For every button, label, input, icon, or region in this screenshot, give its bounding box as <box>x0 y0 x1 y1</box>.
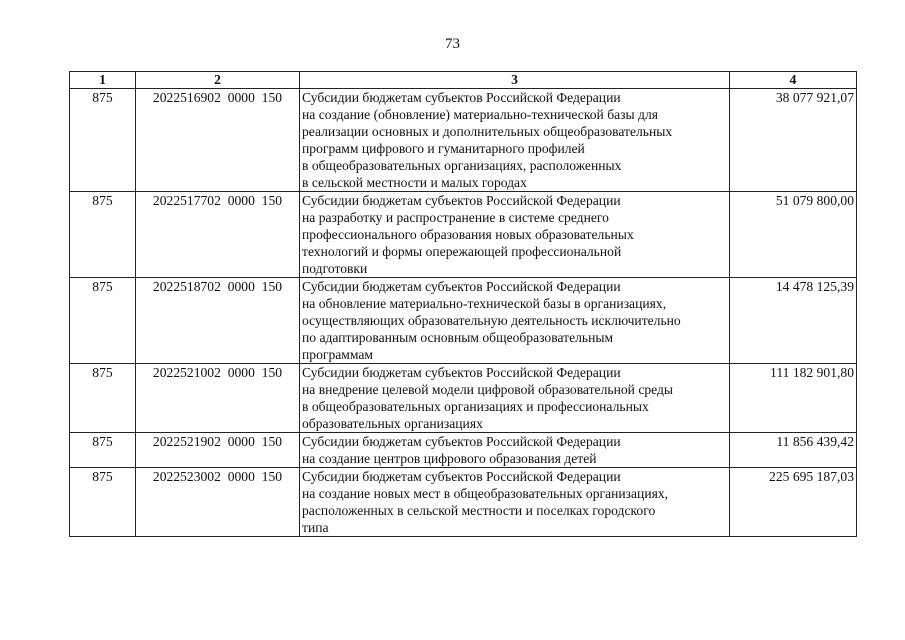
budget-code-cell: 2022516902 0000 150 <box>136 89 300 192</box>
table-header <box>70 72 857 89</box>
revenue-name-line: Субсидии бюджетам субъектов Российской Федерации <box>302 469 621 484</box>
revenue-name-cell <box>300 433 730 468</box>
revenue-name-cell <box>300 278 730 364</box>
table-row <box>70 192 857 278</box>
revenue-name-line: технологий и формы опережающей профессиональной <box>302 244 622 259</box>
revenue-name-line: в общеобразовательных организациях, расположенных <box>302 158 622 173</box>
revenue-name-line: в общеобразовательных организациях и профессиональных <box>302 399 649 414</box>
amount-cell: 11 856 439,42 <box>730 433 857 468</box>
amount-cell: 225 695 187,03 <box>730 468 857 537</box>
column-header-3: 3 <box>300 72 730 89</box>
header-row <box>70 72 857 89</box>
revenue-name-line: на создание новых мест в общеобразовательных организациях, <box>302 486 669 501</box>
revenue-name-cell <box>300 364 730 433</box>
revenue-name-line: программам <box>302 347 374 362</box>
revenue-name-line: Субсидии бюджетам субъектов Российской Федерации <box>302 434 621 449</box>
budget-code-cell: 2022521002 0000 150 <box>136 364 300 433</box>
page-number: 73 <box>445 36 460 52</box>
chapter-code-cell: 875 <box>70 278 136 364</box>
revenue-name-line: на создание центров цифрового образования детей <box>302 451 597 466</box>
amount-cell: 111 182 901,80 <box>730 364 857 433</box>
chapter-code-cell: 875 <box>70 468 136 537</box>
revenue-name-line: типа <box>302 520 329 535</box>
revenue-name-line: реализации основных и дополнительных общеобразовательных <box>302 124 673 139</box>
revenue-name-line: на внедрение целевой модели цифровой образовательной среды <box>302 382 674 397</box>
amount-cell: 14 478 125,39 <box>730 278 857 364</box>
amount-cell: 51 079 800,00 <box>730 192 857 278</box>
revenue-name-line: осуществляющих образовательную деятельность исключительно <box>302 313 681 328</box>
table-row <box>70 89 857 192</box>
revenue-name-line: на обновление материально-технической базы в организациях, <box>302 296 667 311</box>
amount-cell: 38 077 921,07 <box>730 89 857 192</box>
column-header-2: 2 <box>136 72 300 89</box>
budget-code-cell: 2022517702 0000 150 <box>136 192 300 278</box>
revenue-name-line: Субсидии бюджетам субъектов Российской Федерации <box>302 90 621 105</box>
table-row <box>70 364 857 433</box>
revenue-name-line: профессионального образования новых образовательных <box>302 227 634 242</box>
revenue-name-line: по адаптированным основным общеобразовательным <box>302 330 614 345</box>
budget-code-cell: 2022521902 0000 150 <box>136 433 300 468</box>
revenue-name-line: расположенных в сельской местности и поселках городского <box>302 503 656 518</box>
chapter-code-cell: 875 <box>70 192 136 278</box>
revenue-name-line: в сельской местности и малых городах <box>302 175 527 190</box>
revenue-name-line: на создание (обновление) материально-технической базы для <box>302 107 659 122</box>
revenue-name-line: образовательных организациях <box>302 416 483 431</box>
chapter-code-cell: 875 <box>70 433 136 468</box>
revenue-name-line: программ цифрового и гуманитарного профилей <box>302 141 585 156</box>
revenue-name-line: Субсидии бюджетам субъектов Российской Федерации <box>302 279 621 294</box>
budget-code-cell: 2022523002 0000 150 <box>136 468 300 537</box>
revenue-name-line: на разработку и распространение в системе среднего <box>302 210 609 225</box>
column-header-1: 1 <box>70 72 136 89</box>
revenue-name-line: Субсидии бюджетам субъектов Российской Федерации <box>302 365 621 380</box>
budget-table <box>69 71 857 537</box>
table-body <box>70 89 857 537</box>
revenue-name-cell <box>300 89 730 192</box>
chapter-code-cell: 875 <box>70 89 136 192</box>
table-row <box>70 468 857 537</box>
revenue-name-line: подготовки <box>302 261 368 276</box>
revenue-name-cell <box>300 468 730 537</box>
table-row <box>70 433 857 468</box>
revenue-name-line: Субсидии бюджетам субъектов Российской Федерации <box>302 193 621 208</box>
column-header-4: 4 <box>730 72 857 89</box>
budget-code-cell: 2022518702 0000 150 <box>136 278 300 364</box>
revenue-name-cell <box>300 192 730 278</box>
chapter-code-cell: 875 <box>70 364 136 433</box>
table-row <box>70 278 857 364</box>
